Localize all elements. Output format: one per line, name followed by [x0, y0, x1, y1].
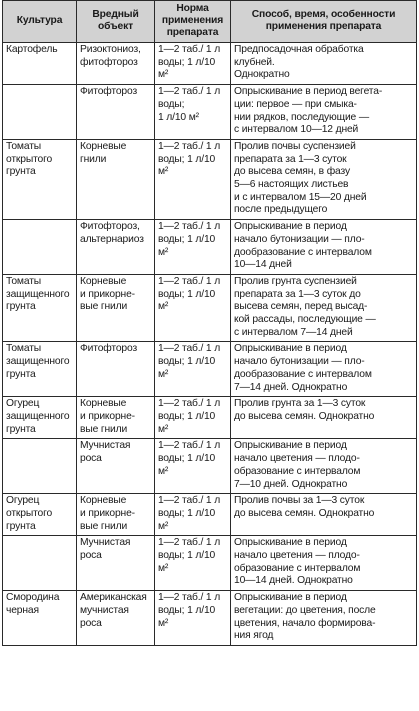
cell-target: Мучнистая роса: [77, 536, 155, 591]
cell-crop: Томаты открытого грунта: [3, 139, 77, 219]
cell-target: Корневые и прикорне- вые гнили: [77, 494, 155, 536]
cell-method: Пролив грунта за 1—3 суток до высева семян. Однократно: [231, 397, 417, 439]
cell-method: Опрыскивание в период начало цветения — плодо- образование с интервалом 7—10 дней. Однократно: [231, 439, 417, 494]
cell-method: Опрыскивание в период вегета- ции: первое — при смыка- нии рядков, последующие — с интервалом 10—12 дней: [231, 85, 417, 140]
cell-crop: Смородина черная: [3, 591, 77, 646]
cell-method: Опрыскивание в период начало бутонизации — пло- дообразование с интервалом 10—14 дней: [231, 220, 417, 275]
cell-target: Фитофтороз, альтернариоз: [77, 220, 155, 275]
cell-target: Ризоктониоз, фитофтороз: [77, 43, 155, 85]
cell-rate: 1—2 таб./ 1 л воды; 1 л/10 м²: [155, 220, 231, 275]
cell-rate: 1—2 таб./ 1 л воды; 1 л/10 м²: [155, 591, 231, 646]
header-crop: Культура: [3, 1, 77, 43]
table-body: [3, 43, 417, 646]
cell-method: Опрыскивание в период начало бутонизации — пло- дообразование с интервалом 7—14 дней. Однократно: [231, 342, 417, 397]
cell-target: Корневые и прикорне- вые гнили: [77, 274, 155, 342]
cell-rate: 1—2 таб./ 1 л воды; 1 л/10 м²: [155, 274, 231, 342]
cell-method: Пролив почвы за 1—3 суток до высева семян. Однократно: [231, 494, 417, 536]
cell-method: Опрыскивание в период начало цветения — плодо- образование с интервалом 10—14 дней. Однократно: [231, 536, 417, 591]
cell-rate: 1—2 таб./ 1 л воды; 1 л/10 м²: [155, 342, 231, 397]
cell-rate: 1—2 таб./ 1 л воды; 1 л/10 м²: [155, 494, 231, 536]
table-row: [3, 536, 417, 591]
cell-crop: [3, 220, 77, 275]
cell-target: Корневые и прикорне- вые гнили: [77, 397, 155, 439]
header-row: [3, 1, 417, 43]
cell-rate: 1—2 таб./ 1 л воды; 1 л/10 м²: [155, 43, 231, 85]
cell-crop: Картофель: [3, 43, 77, 85]
cell-crop: Томаты защищенного грунта: [3, 342, 77, 397]
cell-rate: 1—2 таб./ 1 л воды; 1 л/10 м²: [155, 536, 231, 591]
cell-target: Фитофтороз: [77, 85, 155, 140]
cell-method: Пролив почвы суспензией препарата за 1—3 суток до высева семян, в фазу 5—6 настоящих листьев и с интервалом 15—20 дней после предыдущего: [231, 139, 417, 219]
table-row: [3, 220, 417, 275]
cell-crop: Томаты защищенного грунта: [3, 274, 77, 342]
table-row: [3, 274, 417, 342]
cell-crop: Огурец открытого грунта: [3, 494, 77, 536]
cell-rate: 1—2 таб./ 1 л воды; 1 л/10 м²: [155, 397, 231, 439]
header-method: Способ, время, особенности применения препарата: [231, 1, 417, 43]
cell-target: Фитофтороз: [77, 342, 155, 397]
table-row: [3, 591, 417, 646]
cell-method: Предпосадочная обработка клубней. Однократно: [231, 43, 417, 85]
cell-crop: [3, 536, 77, 591]
cell-rate: 1—2 таб./ 1 л воды; 1 л/10 м²: [155, 85, 231, 140]
table-row: [3, 43, 417, 85]
cell-target: Американская мучнистая роса: [77, 591, 155, 646]
cell-method: Пролив грунта суспензией препарата за 1—3 суток до высева семян, перед высад- кой рассады, последующие — с интервалом 7—14 дней: [231, 274, 417, 342]
table-header: [3, 1, 417, 43]
table-row: [3, 494, 417, 536]
cell-crop: [3, 85, 77, 140]
cell-crop: [3, 439, 77, 494]
cell-target: Корневые гнили: [77, 139, 155, 219]
treatment-table: [2, 0, 417, 646]
cell-rate: 1—2 таб./ 1 л воды; 1 л/10 м²: [155, 439, 231, 494]
table-row: [3, 397, 417, 439]
cell-target: Мучнистая роса: [77, 439, 155, 494]
table-row: [3, 439, 417, 494]
cell-method: Опрыскивание в период вегетации: до цветения, после цветения, начало формирова- ния ягод: [231, 591, 417, 646]
header-rate: Норма применения препарата: [155, 1, 231, 43]
cell-crop: Огурец защищенного грунта: [3, 397, 77, 439]
table-row: [3, 85, 417, 140]
table-row: [3, 342, 417, 397]
header-target: Вредный объект: [77, 1, 155, 43]
cell-rate: 1—2 таб./ 1 л воды; 1 л/10 м²: [155, 139, 231, 219]
table-row: [3, 139, 417, 219]
